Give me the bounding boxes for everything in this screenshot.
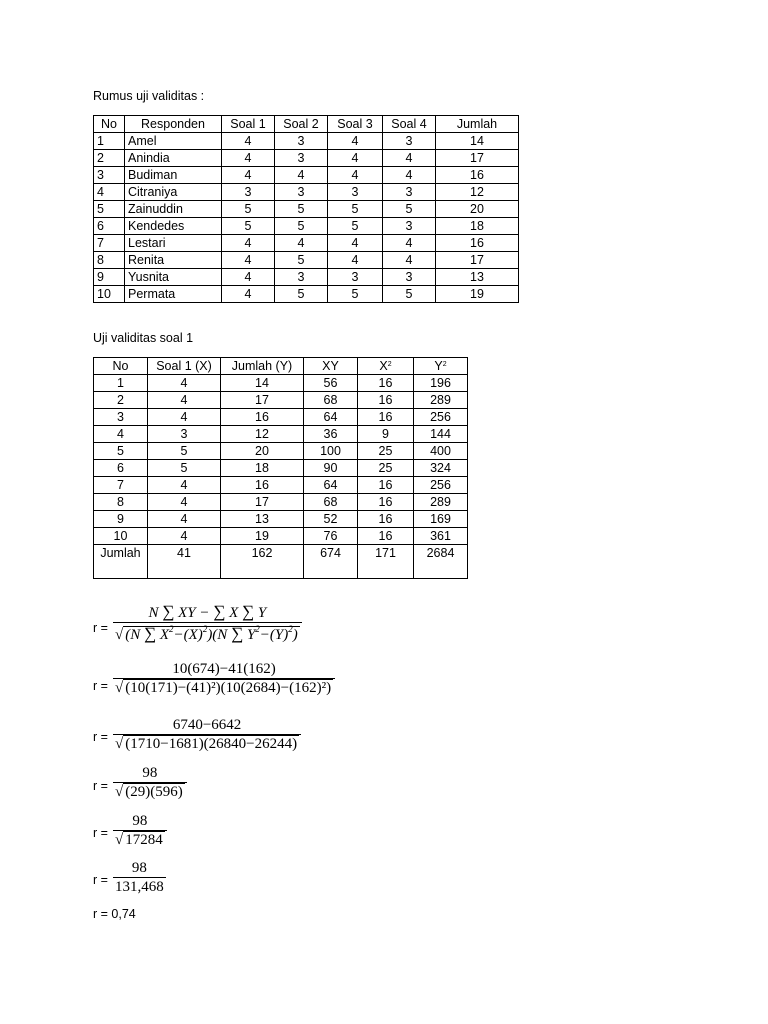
table-cell: 5 [94, 201, 125, 218]
table-row [94, 426, 468, 443]
table-cell: 64 [304, 409, 358, 426]
table-cell: 4 [222, 167, 275, 184]
table-cell: 4 [148, 477, 221, 494]
table-cell: 64 [304, 477, 358, 494]
table-row [94, 409, 468, 426]
table-cell: 3 [328, 269, 383, 286]
table-row [94, 460, 468, 477]
table-cell: 5 [222, 218, 275, 235]
table-cell: 19 [221, 528, 304, 545]
column-header [358, 358, 414, 375]
table-cell: 4 [275, 167, 328, 184]
table-row [94, 218, 519, 235]
table-cell: 13 [221, 511, 304, 528]
table-cell: 324 [414, 460, 468, 477]
table-cell: 3 [383, 133, 436, 150]
table-cell: 4 [148, 528, 221, 545]
table-cell: 4 [383, 167, 436, 184]
formula-fraction [113, 602, 302, 644]
table-cell: 9 [94, 269, 125, 286]
table-cell: Citraniya [125, 184, 222, 201]
table-header-row [94, 358, 468, 375]
column-header-label: Soal 1 (X) [156, 359, 212, 373]
table-cell: 361 [414, 528, 468, 545]
table-cell: 4 [222, 133, 275, 150]
column-header [304, 358, 358, 375]
table-cell: 4 [222, 235, 275, 252]
column-header [148, 358, 221, 375]
table-row [94, 201, 519, 218]
table-cell: 12 [436, 184, 519, 201]
table-cell: 4 [148, 511, 221, 528]
step4-denominator: (29)(596) [125, 784, 183, 800]
validitas-table [93, 357, 468, 579]
table-row [94, 528, 468, 545]
table-cell: 4 [148, 494, 221, 511]
table-cell: 4 [383, 150, 436, 167]
table-cell: 5 [275, 218, 328, 235]
table-cell: 13 [436, 269, 519, 286]
table-cell: 5 [148, 443, 221, 460]
table-cell: 4 [148, 392, 221, 409]
table-cell: 90 [304, 460, 358, 477]
table-cell: Amel [125, 133, 222, 150]
table-row [94, 150, 519, 167]
table-cell: Permata [125, 286, 222, 303]
table-cell: 3 [383, 218, 436, 235]
column-header [414, 358, 468, 375]
table-cell: 68 [304, 392, 358, 409]
table-cell: 8 [94, 252, 125, 269]
table-row [94, 392, 468, 409]
table-cell: Kendedes [125, 218, 222, 235]
table-cell: 4 [383, 235, 436, 252]
table-cell: 16 [358, 477, 414, 494]
table-cell: 16 [436, 235, 519, 252]
table-cell: 289 [414, 392, 468, 409]
table-cell: 1 [94, 133, 125, 150]
superscript-2: 2 [442, 361, 447, 368]
table-cell: 196 [414, 375, 468, 392]
step4-numerator: 98 [142, 765, 158, 781]
column-header: Soal 2 [275, 116, 328, 133]
table-cell: 17 [221, 392, 304, 409]
table-cell: 4 [275, 235, 328, 252]
column-header: Soal 1 [222, 116, 275, 133]
column-header: Jumlah [436, 116, 519, 133]
table-cell: 4 [222, 150, 275, 167]
table-cell: 7 [94, 477, 148, 494]
table-cell: Budiman [125, 167, 222, 184]
table-cell: 5 [94, 443, 148, 460]
table-cell: Lestari [125, 235, 222, 252]
table-cell: 36 [304, 426, 358, 443]
total-cell: 41 [148, 545, 221, 579]
table-cell: 5 [148, 460, 221, 477]
table-cell: 400 [414, 443, 468, 460]
table-cell: 4 [94, 426, 148, 443]
step5-denominator: 17284 [125, 832, 163, 848]
table-cell: 12 [221, 426, 304, 443]
formula-numerator: N ∑ XY − ∑ X ∑ Y [148, 602, 267, 621]
table-cell: 1 [94, 375, 148, 392]
table-cell: 4 [222, 252, 275, 269]
heading-uji-soal-1: Uji validitas soal 1 [93, 331, 194, 345]
table-cell: 9 [94, 511, 148, 528]
table-cell: 25 [358, 460, 414, 477]
table-cell: Renita [125, 252, 222, 269]
table-cell: 19 [436, 286, 519, 303]
table-row [94, 286, 519, 303]
formula-step-6: r = $\frac{98}{131,468}$ [93, 860, 164, 895]
table-cell: 5 [275, 286, 328, 303]
table-cell: 3 [275, 269, 328, 286]
table-cell: 3 [275, 184, 328, 201]
table-cell: 4 [222, 286, 275, 303]
column-header-label: Y [434, 359, 443, 373]
table-cell: 16 [358, 511, 414, 528]
table-cell: 5 [328, 218, 383, 235]
table-cell: 56 [304, 375, 358, 392]
table-cell: 169 [414, 511, 468, 528]
table-cell: 16 [436, 167, 519, 184]
step2-numerator: 10(674)−41(162) [172, 661, 276, 677]
table-cell: 256 [414, 409, 468, 426]
table-row [94, 167, 519, 184]
table-row [94, 511, 468, 528]
formula-step-5: r = $\frac{98}{√ 17284}$ [93, 813, 293, 853]
responden-table [93, 115, 519, 303]
superscript-2: 2 [387, 361, 392, 368]
table-cell: 2 [94, 392, 148, 409]
step3-denominator: (1710−1681)(26840−26244) [125, 736, 298, 752]
table-row [94, 252, 519, 269]
table-cell: 4 [328, 167, 383, 184]
table-cell: 16 [358, 528, 414, 545]
formula-lhs: r = [93, 621, 108, 635]
step6-numerator: 98 [131, 860, 147, 876]
table-cell: 20 [221, 443, 304, 460]
table-cell: 5 [275, 201, 328, 218]
table-cell: 16 [221, 409, 304, 426]
table-header-row [94, 116, 519, 133]
table-cell: Zainuddin [125, 201, 222, 218]
table-row [94, 494, 468, 511]
table-cell: 100 [304, 443, 358, 460]
table-cell: 3 [222, 184, 275, 201]
table-cell: 4 [328, 150, 383, 167]
column-header-label: Jumlah (Y) [231, 359, 293, 373]
table-cell: 2 [94, 150, 125, 167]
table-cell: 6 [94, 218, 125, 235]
table-cell: 3 [383, 184, 436, 201]
total-cell: Jumlah [94, 545, 148, 579]
table-cell: 4 [328, 235, 383, 252]
table-cell: 7 [94, 235, 125, 252]
column-header [221, 358, 304, 375]
table-cell: 256 [414, 477, 468, 494]
table-row [94, 235, 519, 252]
table-row [94, 477, 468, 494]
table-cell: 16 [358, 392, 414, 409]
table-cell: 6 [94, 460, 148, 477]
table-cell: 76 [304, 528, 358, 545]
step5-numerator: 98 [132, 813, 148, 829]
table-cell: Yusnita [125, 269, 222, 286]
table-cell: 5 [275, 252, 328, 269]
table-cell: 14 [221, 375, 304, 392]
table-cell: 14 [436, 133, 519, 150]
table-cell: 5 [383, 201, 436, 218]
formula-result: r = 0,74 [93, 907, 136, 921]
step6-denominator: 131,468 [115, 879, 164, 895]
total-cell: 171 [358, 545, 414, 579]
table-cell: 4 [148, 375, 221, 392]
column-header: No [94, 116, 125, 133]
table-cell: 4 [383, 252, 436, 269]
table-cell: 17 [436, 150, 519, 167]
total-cell: 162 [221, 545, 304, 579]
table-cell: 16 [358, 494, 414, 511]
table-cell: 3 [148, 426, 221, 443]
table-cell: 16 [221, 477, 304, 494]
table-cell: 17 [436, 252, 519, 269]
table-row [94, 269, 519, 286]
total-cell: 2684 [414, 545, 468, 579]
table-cell: 8 [94, 494, 148, 511]
column-header-label: No [112, 359, 129, 373]
table-cell: 18 [221, 460, 304, 477]
table-cell: 5 [383, 286, 436, 303]
table-cell: 5 [328, 201, 383, 218]
table-cell: 17 [221, 494, 304, 511]
table-cell: 5 [328, 286, 383, 303]
table-cell: 18 [436, 218, 519, 235]
table-cell: 3 [328, 184, 383, 201]
table-cell: 3 [275, 133, 328, 150]
table-row [94, 443, 468, 460]
formula-general [93, 602, 393, 652]
table-row [94, 133, 519, 150]
table-cell: 68 [304, 494, 358, 511]
table-cell: 4 [328, 252, 383, 269]
table-cell: 3 [383, 269, 436, 286]
formula-denominator: √ (N ∑ $X^2-(X)^2)(N$ ∑ $Y^2-(Y)^2$) [113, 622, 302, 644]
table-cell: 144 [414, 426, 468, 443]
column-header-label: X [379, 359, 388, 373]
table-cell: 4 [222, 269, 275, 286]
table-cell: 3 [94, 167, 125, 184]
formula-step-3: r = $\frac{6740-6642}{√ (1710-1681)(26840-26244)}$ [93, 717, 393, 757]
step3-numerator: 6740−6642 [172, 717, 242, 733]
table-cell: 10 [94, 528, 148, 545]
table-row [94, 375, 468, 392]
total-cell: 674 [304, 545, 358, 579]
column-header: Soal 4 [383, 116, 436, 133]
step2-denominator: (10(171)−(41)²)(10(2684)−(162)²) [125, 680, 332, 696]
table-cell: 289 [414, 494, 468, 511]
table-cell: 4 [94, 184, 125, 201]
table-cell: 10 [94, 286, 125, 303]
table-cell: 20 [436, 201, 519, 218]
formula-step-2: r = $\frac{10(674)-41(162)}{\text{√ (10(171)−(41)²)(10(2684)−(162)²)}}$ [93, 661, 393, 707]
table-cell: 16 [358, 409, 414, 426]
table-cell: 25 [358, 443, 414, 460]
table-cell: 16 [358, 375, 414, 392]
table-cell: 3 [94, 409, 148, 426]
table-row [94, 184, 519, 201]
column-header: Soal 3 [328, 116, 383, 133]
table-cell: 52 [304, 511, 358, 528]
heading-rumus: Rumus uji validitas : [93, 89, 205, 103]
table-total-row [94, 545, 468, 579]
table-cell: 4 [328, 133, 383, 150]
formula-step-4: r = $\frac{98}{√ (29)(596)}$ [93, 765, 293, 805]
table-cell: Anindia [125, 150, 222, 167]
table-cell: 3 [275, 150, 328, 167]
column-header [94, 358, 148, 375]
table-cell: 9 [358, 426, 414, 443]
table-cell: 5 [222, 201, 275, 218]
table-cell: 4 [148, 409, 221, 426]
column-header: Responden [125, 116, 222, 133]
column-header-label: XY [322, 359, 339, 373]
